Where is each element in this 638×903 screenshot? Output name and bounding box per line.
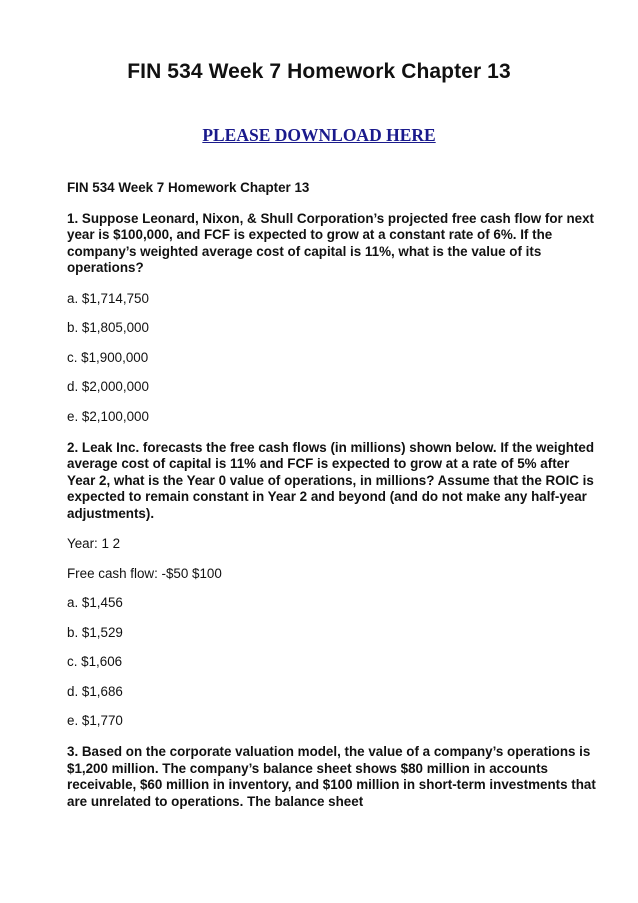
question-1-option-b: b. $1,805,000	[67, 320, 149, 336]
download-link[interactable]: PLEASE DOWNLOAD HERE	[202, 125, 436, 145]
question-1-option-a: a. $1,714,750	[67, 290, 149, 306]
question-2-year-line: Year: 1 2	[67, 536, 121, 552]
question-2-option-e: e. $1,770	[67, 713, 123, 729]
question-2-option-d: d. $1,686	[67, 683, 123, 699]
question-2-option-a: a. $1,456	[67, 595, 123, 611]
question-1-option-e: e. $2,100,000	[67, 408, 149, 424]
question-1-option-c: c. $1,900,000	[67, 349, 149, 365]
document-subtitle: FIN 534 Week 7 Homework Chapter 13	[67, 180, 310, 195]
question-1-option-d: d. $2,000,000	[67, 379, 149, 395]
question-1-text: 1. Suppose Leonard, Nixon, & Shull Corporation’s projected free cash flow for next year is $100,000, and FCF is expected to grow at a constant rate of 6%. If the company’s weighted average cost of capital is 11%, what is the value of its operations?	[67, 210, 595, 276]
question-2-fcf-line: Free cash flow: -$50 $100	[67, 565, 222, 581]
document-title: FIN 534 Week 7 Homework Chapter 13	[127, 60, 511, 83]
question-2-text: 2. Leak Inc. forecasts the free cash flows (in millions) shown below. If the weighted average cost of capital is 11% and FCF is expected to grow at a rate of 5% after Year 2, what is the Year 0 value of operations, in millions? Assume that the ROIC is expected to remain constant in Year 2 and beyond (and do not make any half-year adjustments).	[67, 439, 595, 521]
question-3-text: 3. Based on the corporate valuation model, the value of a company’s operations is $1,200 million. The company’s balance sheet shows $80 million in accounts receivable, $60 million in inventory, and $100 million in short-term investments that are unrelated to operations. The balance sheet	[67, 743, 596, 809]
question-2-option-b: b. $1,529	[67, 624, 123, 640]
question-2-option-c: c. $1,606	[67, 654, 123, 670]
document-body	[67, 180, 597, 810]
